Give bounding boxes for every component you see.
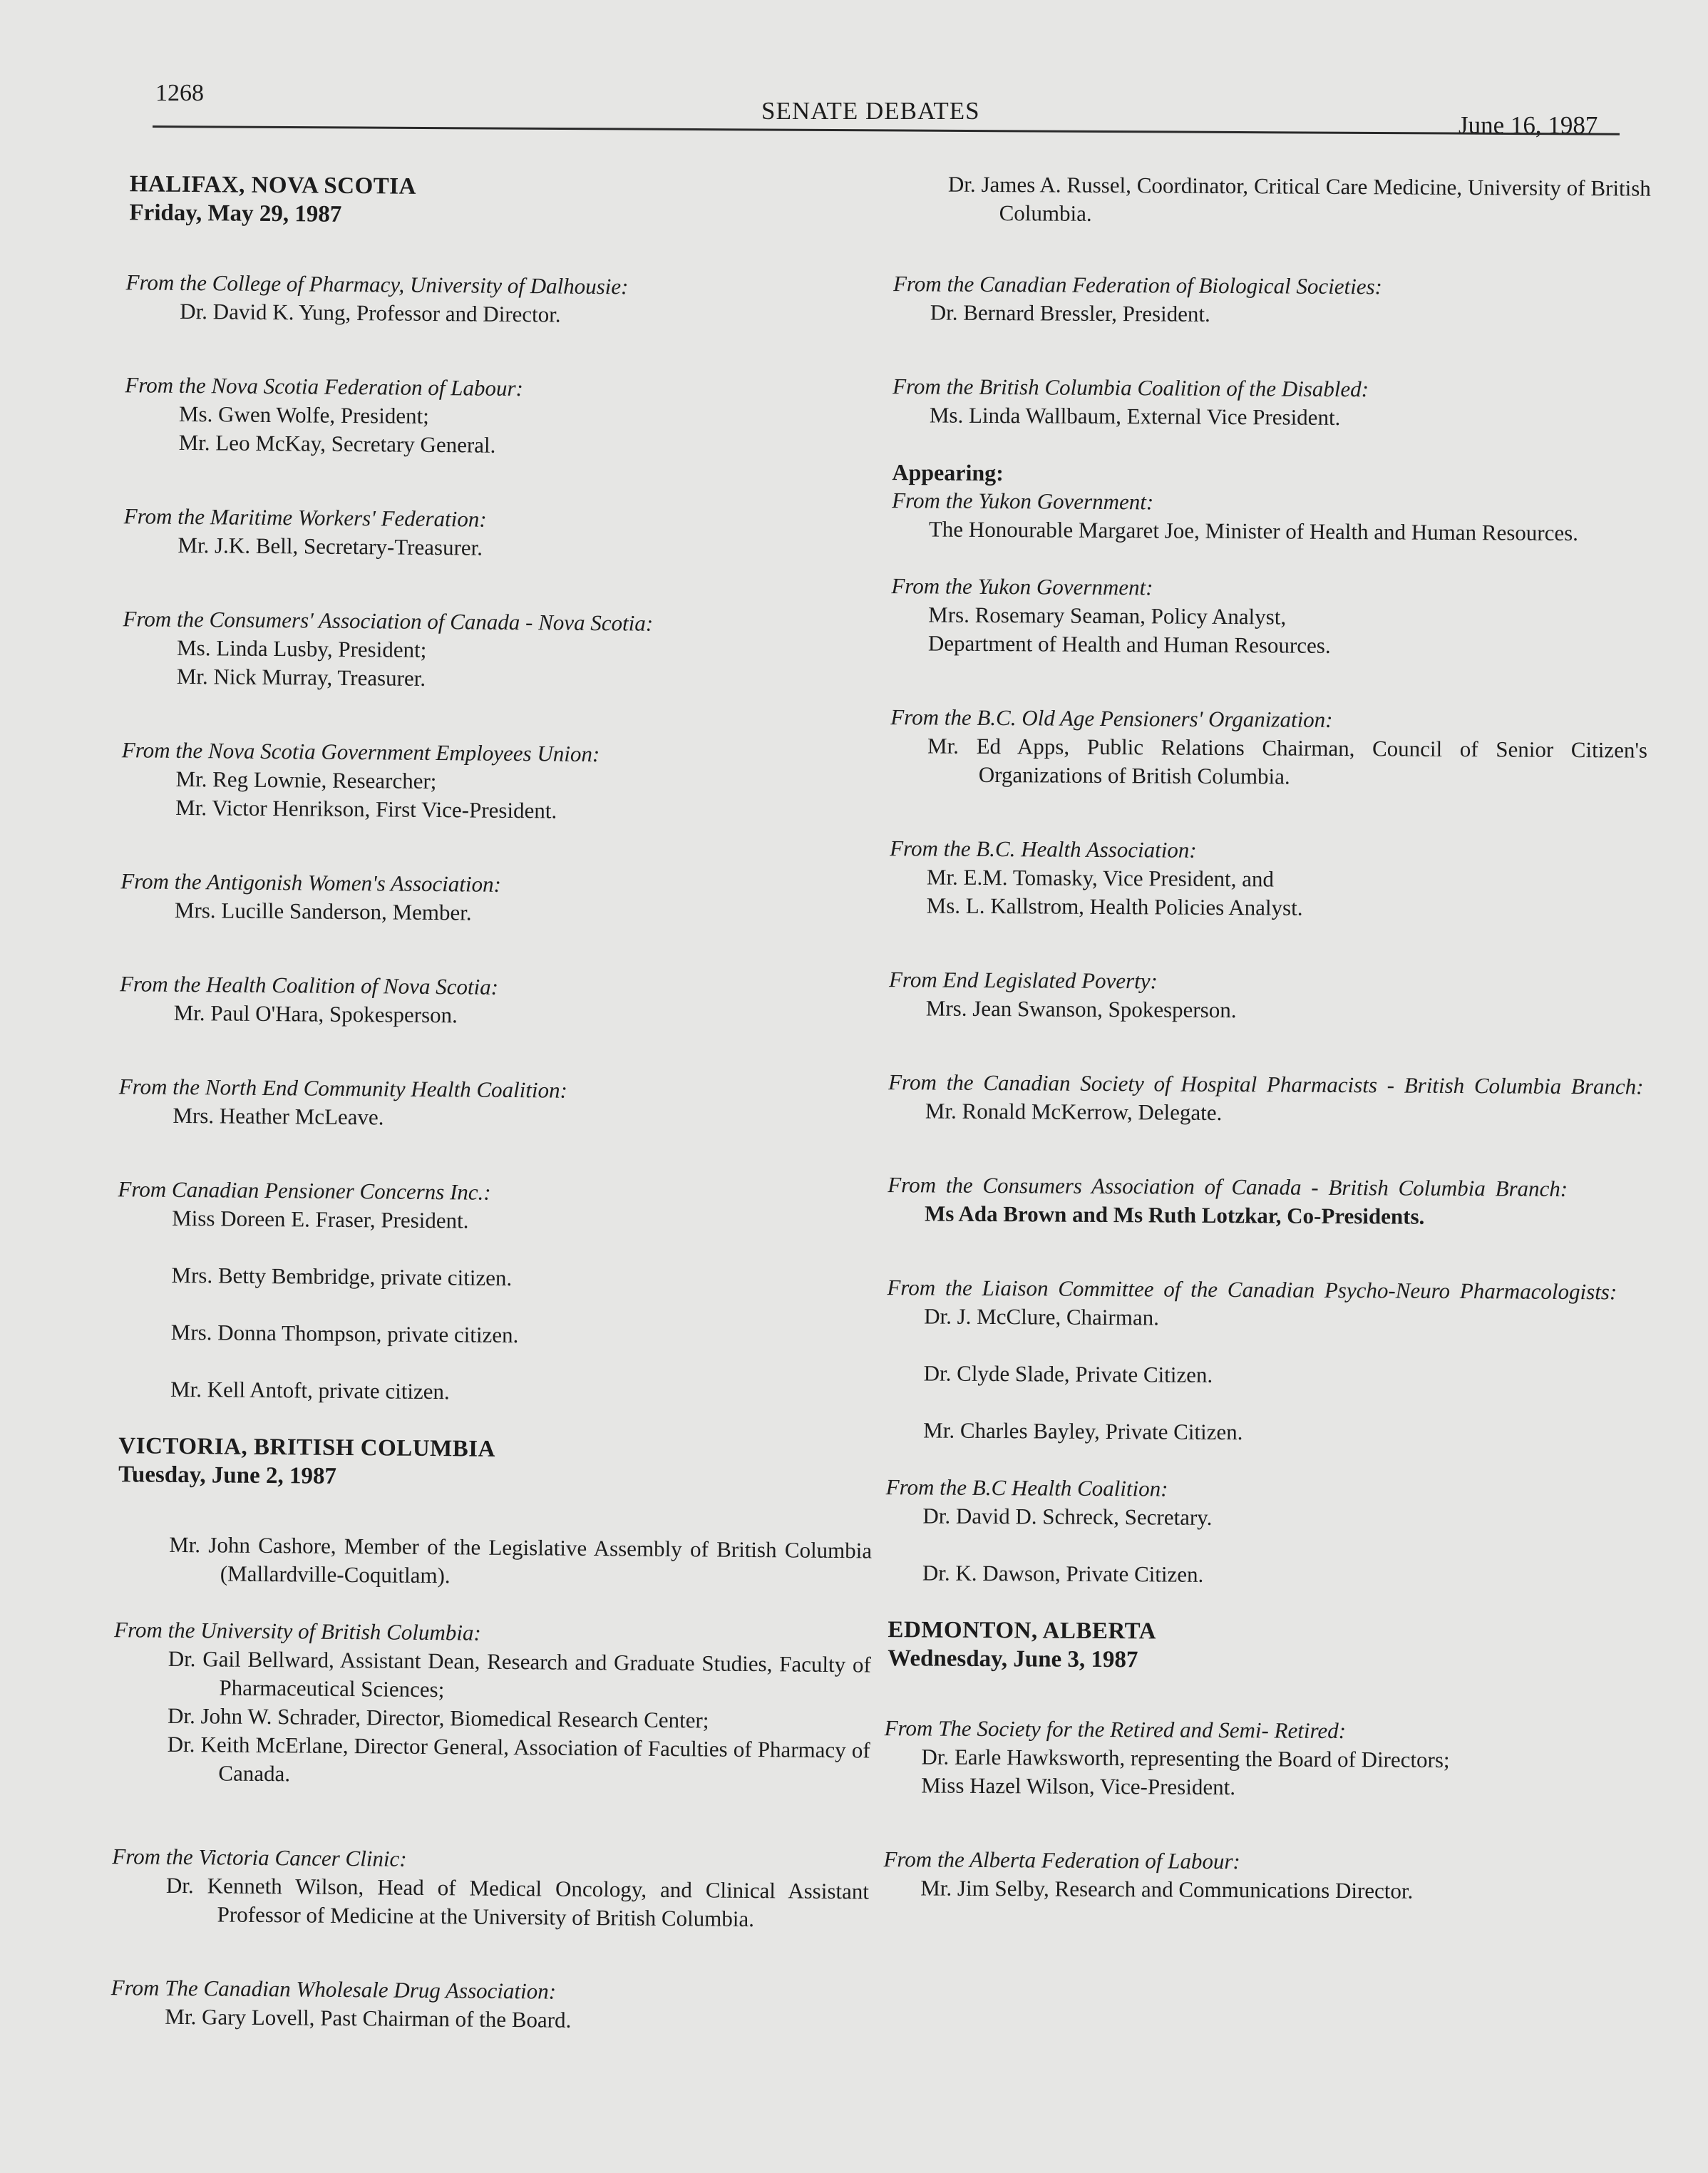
section-date-victoria: Tuesday, June 2, 1987 <box>118 1461 337 1489</box>
witness: Dr. John W. Schrader, Director, Biomedical Research Center; <box>167 1702 709 1733</box>
organization: From the Consumers' Association of Canada - Nova Scotia: <box>123 606 654 636</box>
organization: From the Maritime Workers' Federation: <box>123 503 487 532</box>
witness: Dr. J. McClure, Chairman. <box>924 1303 1160 1330</box>
witness: Mr. E.M. Tomasky, Vice President, and <box>926 864 1275 892</box>
witness: Ms Ada Brown and Ms Ruth Lotzkar, Co-Presidents. <box>924 1201 1425 1229</box>
organization: From the North End Community Health Coalition: <box>118 1074 568 1103</box>
witness-entry <box>93 1615 871 1794</box>
witness-entry <box>97 1260 874 1296</box>
witness: Ms. Gwen Wolfe, President; <box>178 401 429 428</box>
witness: Mr. Paul O'Hara, Spokesperson. <box>173 1000 458 1028</box>
witness: Mr. Leo McKay, Secretary General. <box>178 429 496 458</box>
section-date-edmonton: Wednesday, June 3, 1987 <box>888 1645 1138 1673</box>
witness: Mrs. Donna Thompson, private citizen. <box>170 1319 519 1348</box>
witness: Mr. John Cashore, Member of the Legislative Assembly of British Columbia (Mallardville-Coquitlam). <box>169 1531 873 1588</box>
witness: Dr. Kenneth Wilson, Head of Medical Oncology, and Clinical Assistant Professor of Medicine at the University of British Columbia. <box>165 1872 870 1932</box>
organization: From the B.C Health Coalition: <box>885 1474 1168 1501</box>
witness-entry <box>98 1175 875 1239</box>
organization: From The Canadian Wholesale Drug Association: <box>110 1975 557 2004</box>
witness-entry <box>97 1317 874 1353</box>
right-column <box>863 170 1651 1953</box>
organization: From the Alberta Federation of Labour: <box>883 1846 1240 1874</box>
witness-entry <box>866 1416 1643 1449</box>
witness: Dr. K. Dawson, Private Citizen. <box>922 1560 1204 1587</box>
appearing-heading: Appearing: <box>892 459 1004 486</box>
witness-entry <box>867 1273 1644 1335</box>
organization: From the Nova Scotia Government Employees Union: <box>121 737 600 767</box>
witness: Miss Hazel Wilson, Vice-President. <box>921 1772 1236 1800</box>
witness: Mr. Kell Antoft, private citizen. <box>170 1376 450 1404</box>
organization: From The Society for the Retired and Semi- Retired: <box>884 1715 1347 1744</box>
witness-entry <box>874 170 1651 232</box>
witness-entry <box>95 1530 873 1594</box>
witness: Mr. Nick Murray, Treasurer. <box>176 663 426 691</box>
witness: Ms. Linda Lusby, President; <box>177 635 427 662</box>
organization: From the Health Coalition of Nova Scotia: <box>119 971 499 1000</box>
organization: From the College of Pharmacy, University of Dalhousie: <box>125 269 629 299</box>
organization: From the Yukon Government: <box>892 488 1154 515</box>
witness-entry <box>869 965 1646 1027</box>
witness: Mr. Victor Henrikson, First Vice-President. <box>175 794 557 823</box>
witness: Dr. Clyde Slade, Private Citizen. <box>923 1360 1213 1387</box>
witness: Miss Doreen E. Fraser, President. <box>172 1205 469 1233</box>
organization: From the B.C. Old Age Pensioners' Organization: <box>890 704 1333 732</box>
witness: Department of Health and Human Resources. <box>927 630 1331 658</box>
section-heading-edmonton: EDMONTON, ALBERTA <box>888 1617 1157 1645</box>
witness-entry <box>101 867 878 931</box>
witness: Mrs. Rosemary Seaman, Policy Analyst, <box>928 602 1287 630</box>
witness: Dr. Keith McErlane, Director General, Association of Faculties of Pharmacy of Canada. <box>167 1731 870 1787</box>
witness: Dr. Earle Hawksworth, representing the Board of Directors; <box>921 1744 1450 1772</box>
witness: Mr. Ronald McKerrow, Delegate. <box>925 1098 1223 1126</box>
organization: From End Legislated Poverty: <box>888 967 1158 994</box>
section-heading-halifax: HALIFAX, NOVA SCOTIA <box>129 171 417 200</box>
section-heading-victoria: VICTORIA, BRITISH COLUMBIA <box>118 1433 496 1462</box>
witness: Mrs. Jean Swanson, Spokesperson. <box>925 995 1237 1023</box>
witness-entry <box>104 371 882 463</box>
witness-entry <box>873 372 1650 434</box>
organization: From the B.C. Health Association: <box>890 836 1197 863</box>
witness-entry <box>872 486 1649 548</box>
witness: Mrs. Betty Bembridge, private citizen. <box>171 1262 513 1291</box>
witness: Dr. Gail Bellward, Assistant Dean, Research and Graduate Studies, Faculty of Pharmaceutical Sciences; <box>168 1645 871 1702</box>
witness-entry <box>863 1845 1640 1907</box>
witness-entry <box>873 269 1650 332</box>
witness-entry <box>100 970 878 1034</box>
witness: Mr. J.K. Bell, Secretary-Treasurer. <box>178 532 483 560</box>
organization: From Canadian Pensioner Concerns Inc.: <box>118 1176 491 1205</box>
witness: Mr. Ed Apps, Public Relations Chairman, Council of Senior Citizen's Organizations of British Columbia. <box>927 733 1648 789</box>
witness-entry <box>103 502 881 566</box>
organization: From the Canadian Society of Hospital Pharmacists - British Columbia Branch: <box>888 1069 1644 1099</box>
header-rule <box>153 125 1620 135</box>
witness-entry <box>865 1558 1642 1592</box>
organization: From the Nova Scotia Federation of Labour: <box>125 372 524 401</box>
witness-entry <box>96 1375 873 1410</box>
witness-entry <box>870 834 1647 925</box>
witness: The Honourable Margaret Joe, Minister of Health and Human Resources. <box>928 516 1579 546</box>
witness-entry <box>867 1359 1644 1392</box>
page-number: 1268 <box>155 80 204 106</box>
witness: Ms. Linda Wallbaum, External Vice President. <box>929 402 1341 431</box>
witness-entry <box>98 1072 876 1136</box>
organization: From the Antigonish Women's Association: <box>120 868 502 897</box>
witness-entry <box>864 1714 1642 1804</box>
witness-entry <box>91 1842 869 1935</box>
section-date-halifax: Friday, May 29, 1987 <box>129 200 342 227</box>
organization: From the Consumers Association of Canada - British Columbia Branch: <box>888 1172 1568 1201</box>
witness-entry <box>91 1973 868 2038</box>
running-title: SENATE DEBATES <box>761 97 980 125</box>
witness: Dr. James A. Russel, Coordinator, Critical Care Medicine, University of British Columbia. <box>947 171 1651 226</box>
left-column <box>91 170 884 2082</box>
witness: Mr. Gary Lovell, Past Chairman of the Board. <box>165 2003 572 2033</box>
witness-entry <box>101 736 879 828</box>
witness: Mr. Reg Lownie, Researcher; <box>175 766 437 794</box>
witness: Mr. Jim Selby, Research and Communications Director. <box>920 1875 1414 1904</box>
witness: Dr. Bernard Bressler, President. <box>930 299 1210 327</box>
witness-entry <box>106 268 883 332</box>
page-date: June 16, 1987 <box>1459 111 1598 139</box>
organization: From the University of British Columbia: <box>113 1617 481 1645</box>
organization: From the Yukon Government: <box>891 573 1153 600</box>
page-header <box>0 0 1708 143</box>
witness-entry <box>868 1068 1645 1130</box>
witness: Ms. L. Kallstrom, Health Policies Analyst. <box>926 893 1303 920</box>
organization: From the British Columbia Coalition of the Disabled: <box>892 374 1369 402</box>
organization: From the Victoria Cancer Clinic: <box>112 1844 407 1871</box>
witness-entry <box>865 1473 1642 1535</box>
witness: Mrs. Heather McLeave. <box>173 1102 384 1130</box>
witness: Dr. David K. Yung, Professor and Director. <box>180 298 561 327</box>
witness-entry <box>103 605 880 697</box>
witness: Mrs. Lucille Sanderson, Member. <box>174 897 472 925</box>
organization: From the Liaison Committee of the Canadian Psycho-Neuro Pharmacologists: <box>887 1275 1617 1305</box>
organization: From the Canadian Federation of Biological Societies: <box>892 271 1383 299</box>
witness-entry <box>868 1171 1645 1233</box>
witness-entry <box>871 572 1649 662</box>
witness-entry <box>870 703 1648 793</box>
witness: Mr. Charles Bayley, Private Citizen. <box>923 1417 1243 1445</box>
witness: Dr. David D. Schreck, Secretary. <box>922 1503 1213 1530</box>
